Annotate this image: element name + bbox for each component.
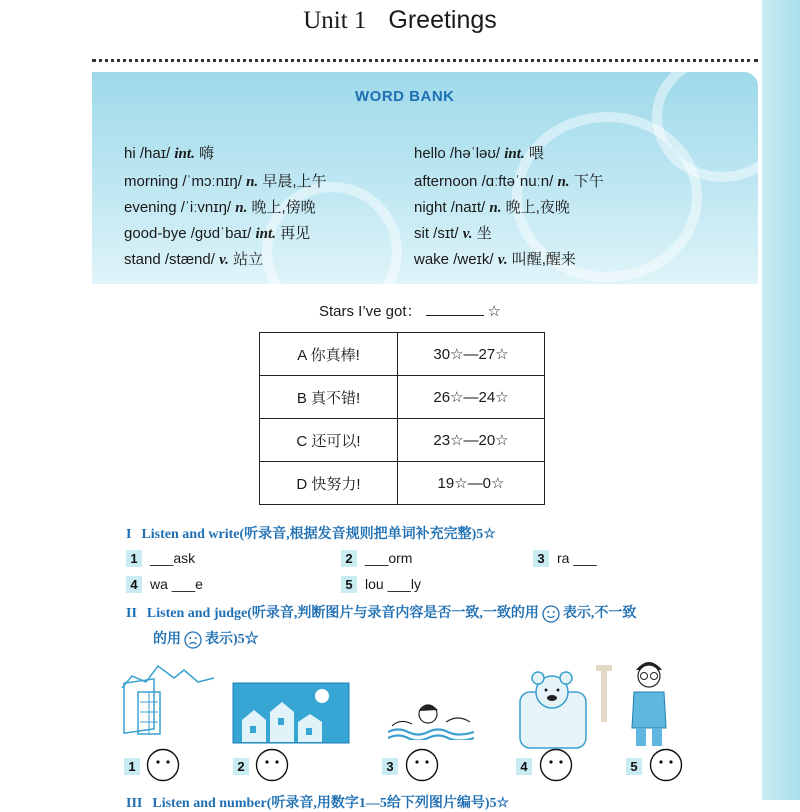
page-edge-strip — [762, 0, 800, 800]
range-cell: 23☆—20☆ — [398, 419, 545, 462]
face-answer-icon[interactable] — [405, 748, 439, 782]
section-2-heading-cont: 的用 表示)5☆ — [153, 632, 259, 647]
town-night-picture — [232, 682, 350, 744]
judge-item[interactable]: 5 — [626, 758, 642, 775]
smile-face-icon — [542, 605, 560, 623]
stars-got-line — [319, 300, 501, 321]
table-row — [260, 419, 545, 462]
question-item[interactable]: 4 wa ___e — [126, 576, 203, 593]
word-entry: hi /haɪ/ int. 嗨 — [124, 145, 215, 162]
word-entry: wake /weɪk/ v. 叫醒,醒来 — [414, 251, 576, 268]
stars-blank[interactable] — [426, 315, 484, 316]
word-entry: evening /ˈiːvnɪŋ/ n. 晚上,傍晚 — [124, 199, 316, 216]
word-entry: afternoon /ɑːftəˈnuːn/ n. 下午 — [414, 173, 604, 190]
word-entry: night /naɪt/ n. 晚上,夜晚 — [414, 199, 570, 216]
dotted-divider — [92, 59, 758, 62]
star-icon: ☆ — [487, 303, 501, 320]
section-3-heading: III Listen and number(听录音,用数字1—5给下列图片编号)5☆ — [126, 796, 510, 811]
judge-item[interactable]: 2 — [233, 758, 249, 775]
word-entry: hello /həˈləʊ/ int. 喂 — [414, 145, 544, 162]
swimming-girl-picture — [388, 700, 474, 740]
word-entry: good-bye /ɡʊdˈbaɪ/ int. 再见 — [124, 225, 311, 242]
section-2-heading: II Listen and judge(听录音,判断图片与录音内容是否一致,一致的用 表示,不一致 — [126, 606, 637, 621]
range-cell: 30☆—27☆ — [398, 333, 545, 376]
unit-label: Unit 1 — [303, 7, 367, 34]
face-answer-icon[interactable] — [255, 748, 289, 782]
table-row — [260, 376, 545, 419]
judge-item[interactable]: 1 — [124, 758, 140, 775]
stars-label: Stars I’ve got： — [319, 303, 422, 320]
judge-item[interactable]: 3 — [382, 758, 398, 775]
question-item[interactable]: 3 ra ___ — [533, 550, 597, 567]
grade-cell: B 真不错! — [260, 376, 398, 419]
teddy-bear-picture — [512, 662, 622, 750]
word-entry: morning /ˈmɔːnɪŋ/ n. 早晨,上午 — [124, 173, 327, 190]
unit-name: Greetings — [388, 6, 497, 34]
word-entry: stand /stænd/ v. 站立 — [124, 251, 264, 268]
buildings-picture — [118, 658, 218, 738]
page-title — [0, 6, 800, 35]
grade-cell: A 你真棒! — [260, 333, 398, 376]
word-entry: sit /sɪt/ v. 坐 — [414, 225, 492, 242]
question-item[interactable]: 2 ___orm — [341, 550, 412, 567]
question-item[interactable]: 5 lou ___ly — [341, 576, 421, 593]
boy-glasses-picture — [624, 656, 674, 748]
face-answer-icon[interactable] — [539, 748, 573, 782]
table-row — [260, 333, 545, 376]
range-cell: 19☆—0☆ — [398, 462, 545, 505]
sad-face-icon — [184, 631, 202, 649]
grade-cell: C 还可以! — [260, 419, 398, 462]
range-cell: 26☆—24☆ — [398, 376, 545, 419]
face-answer-icon[interactable] — [649, 748, 683, 782]
face-answer-icon[interactable] — [146, 748, 180, 782]
question-item[interactable]: 1 ___ask — [126, 550, 195, 567]
judge-item[interactable]: 4 — [516, 758, 532, 775]
grade-cell: D 快努力! — [260, 462, 398, 505]
word-bank-title: WORD BANK — [355, 88, 455, 105]
table-row — [260, 462, 545, 505]
grade-table — [259, 332, 545, 505]
section-1-heading: I Listen and write(听录音,根据发音规则把单词补充完整)5☆ — [126, 527, 496, 542]
